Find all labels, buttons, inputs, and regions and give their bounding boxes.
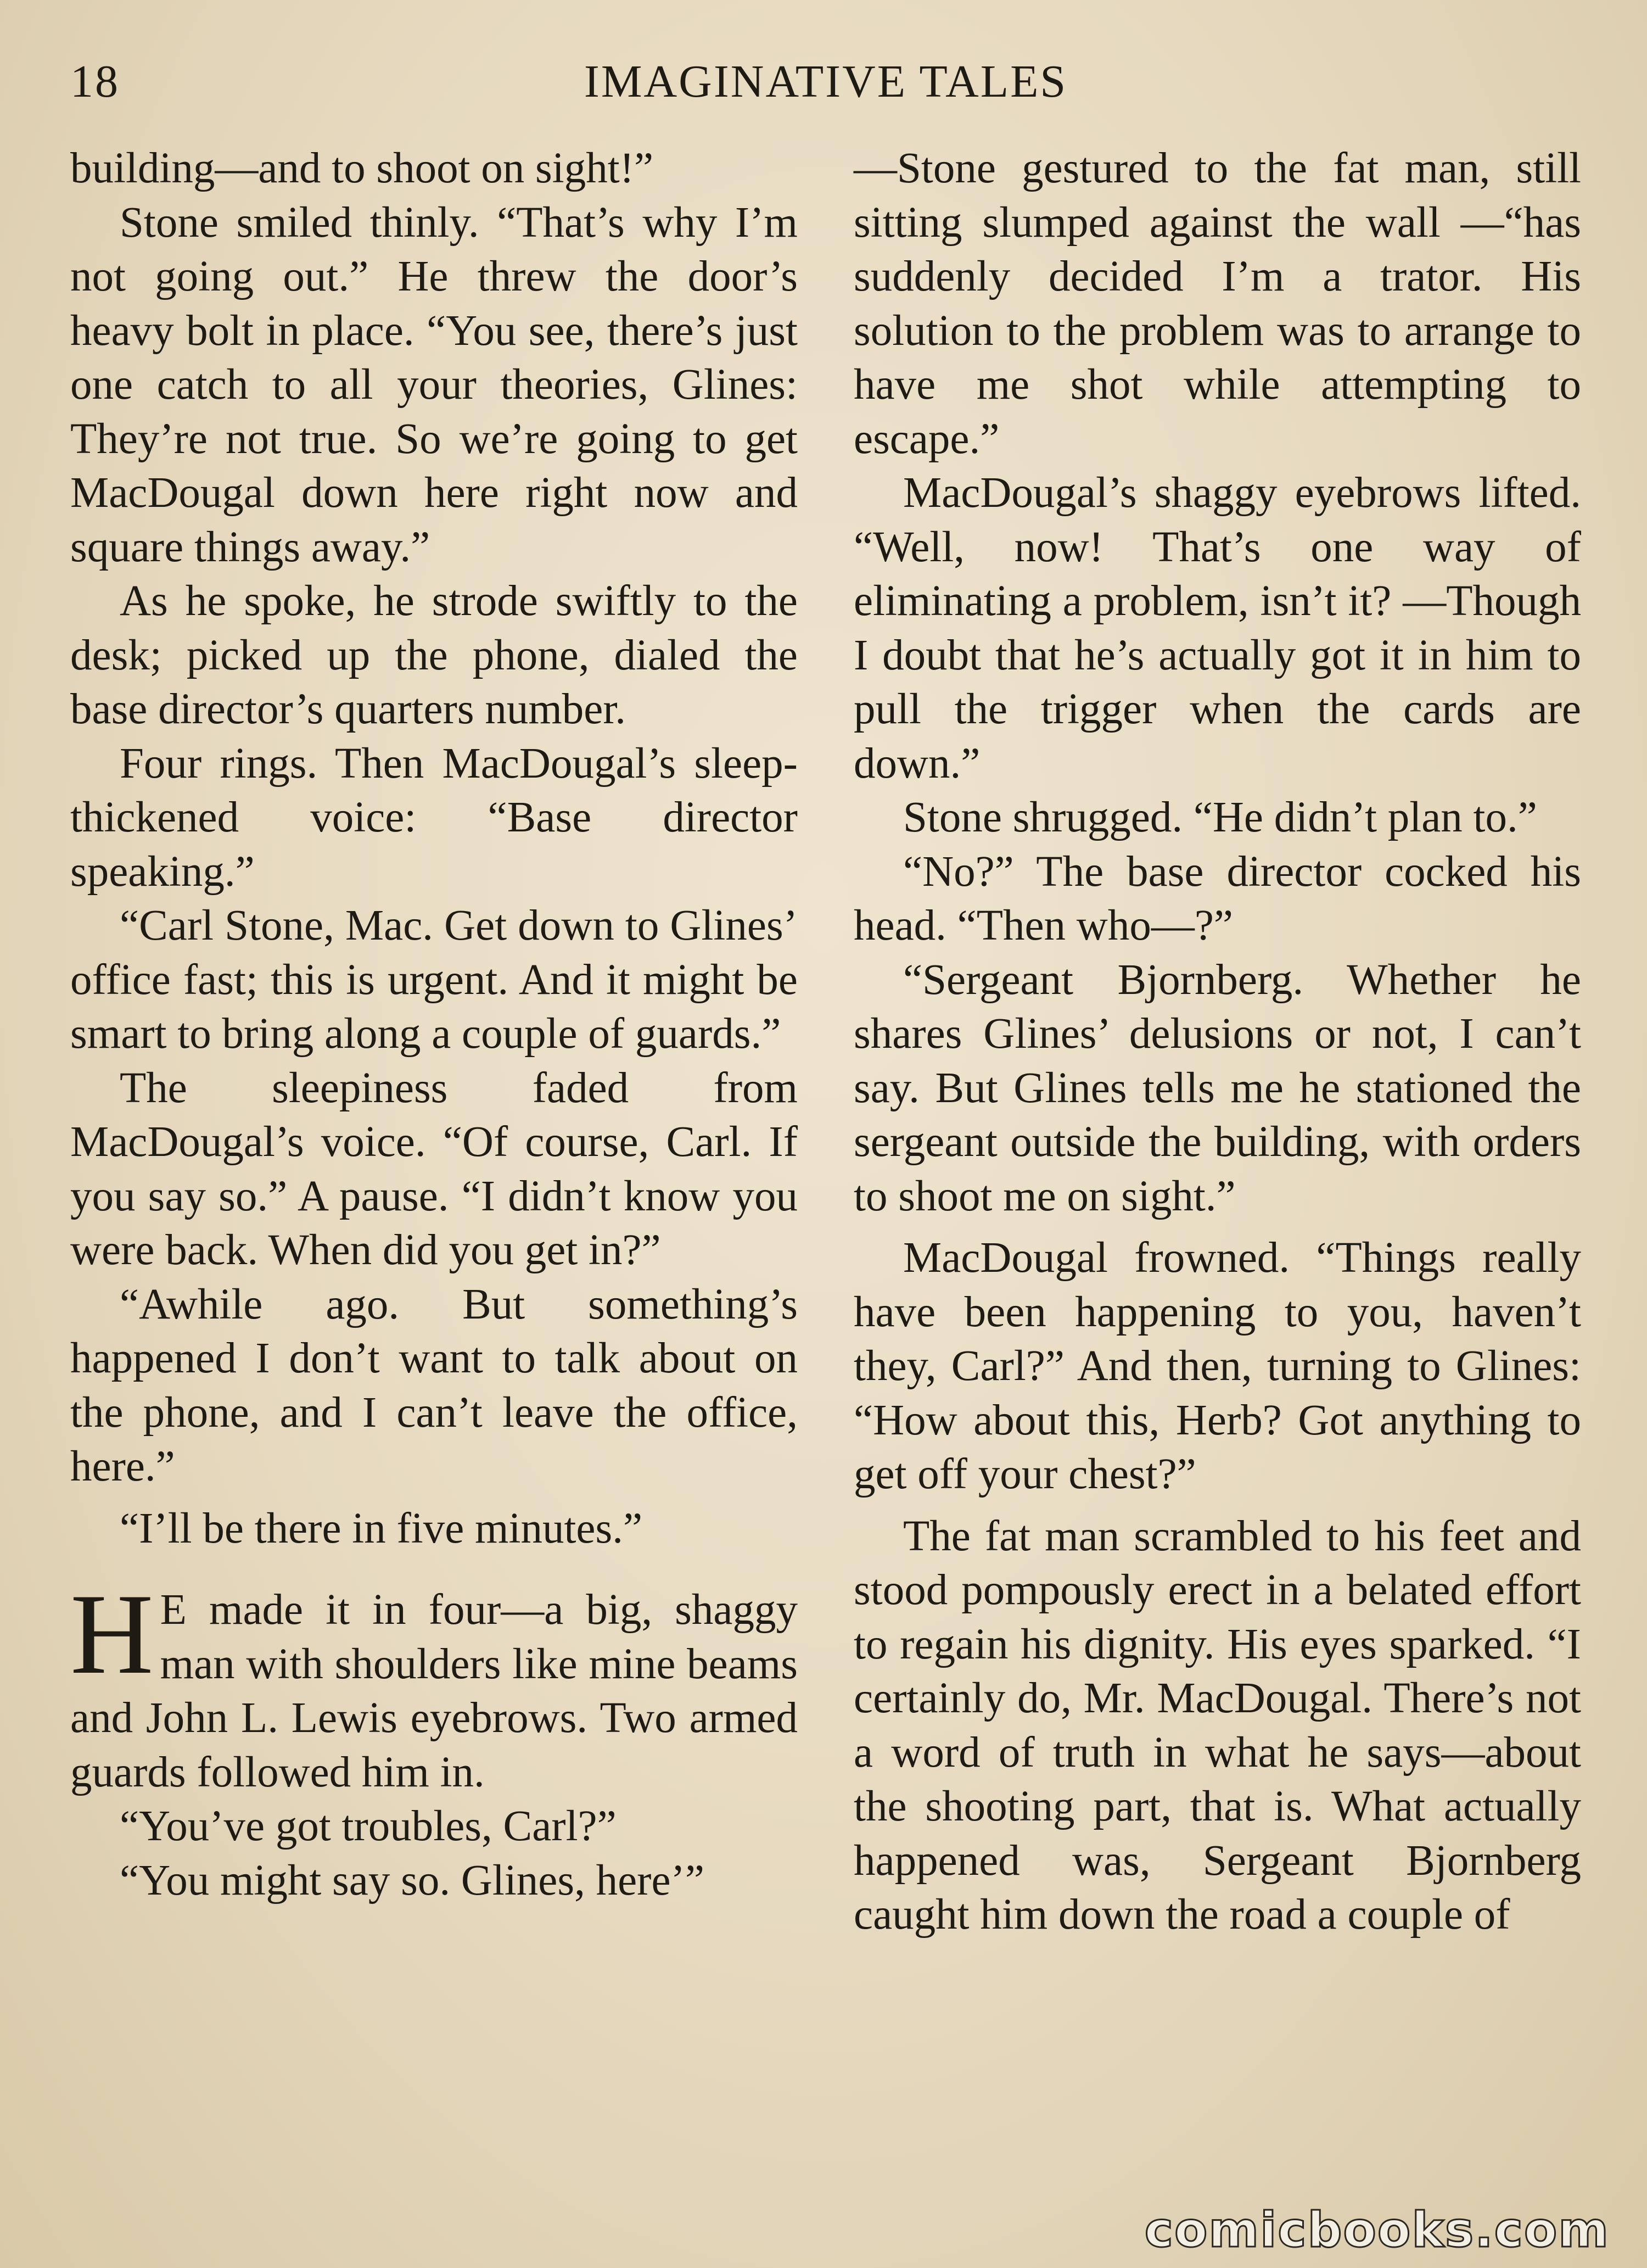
paragraph: building—and to shoot on sight!” — [70, 144, 654, 192]
paragraph: “You might say so. Glines, here’” — [120, 1856, 704, 1904]
page-header — [70, 55, 1581, 115]
paragraph: “Awhile ago. But something’s happened I don’t want to talk about on the phone, and I can’t leave the office, here.” — [70, 1280, 798, 1490]
paragraph: As he spoke, he strode swiftly to the desk; picked up the phone, dialed the base director’s quarters number. — [70, 577, 798, 733]
paragraph: “You’ve got troubles, Carl?” — [120, 1802, 617, 1850]
paragraph: “Carl Stone, Mac. Get down to Glines’ office fast; this is urgent. And it might be smart to bring along a couple of guards.” — [70, 902, 798, 1058]
running-title: IMAGINATIVE TALES — [584, 56, 1068, 107]
paragraph: —Stone gestured to the fat man, still sitting slumped against the wall —“has suddenly decided I’m a trator. His solution to the problem was to arrange to have me shot while attempting to escape.” — [854, 144, 1581, 463]
paragraph-text: E made it in four—a big, shaggy man with shoulders like mine beams and John L. Lewis eyebrows. Two armed guards followed him in. — [70, 1586, 798, 1796]
paragraph: “I’ll be there in five minutes.” — [120, 1504, 643, 1552]
paragraph: “Sergeant Bjornberg. Whether he shares Glines’ delusions or not, I can’t say. But Glines tells me he stationed the sergeant outside the building, with orders to shoot me on sight.” — [854, 956, 1581, 1220]
drop-cap: H — [70, 1571, 154, 1698]
watermark-logo: comicbooks.com — [1144, 2202, 1610, 2258]
paragraph: MacDougal frowned. “Things really have been happening to you, haven’t they, Carl?” And then, turning to Glines: “How about this, Herb? Got anything to get off your chest?” — [854, 1234, 1581, 1498]
paragraph: MacDougal’s shaggy eyebrows lifted. “Well, now! That’s one way of eliminating a problem, isn’t it? —Though I doubt that he’s actually got it in him to pull the trigger when the cards are down.” — [854, 469, 1581, 787]
left-column — [70, 142, 798, 1908]
dropcap-paragraph — [70, 1571, 798, 1800]
paragraph: “No?” The base director cocked his head. “Then who—?” — [854, 847, 1581, 949]
paragraph: Stone shrugged. “He didn’t plan to.” — [903, 794, 1537, 841]
paragraph: The fat man scrambled to his feet and stood pompously erect in a belated effort to regain his dignity. His eyes sparked. “I certainly do, Mr. MacDougal. There’s not a word of truth in what he says—about the shooting part, that is. What actually happened was, Sergeant Bjornberg caught him down the road a couple of — [854, 1512, 1581, 1939]
page-number: 18 — [70, 56, 120, 107]
paragraph: Four rings. Then MacDougal’s sleep-thickened voice: “Base director speaking.” — [70, 739, 798, 896]
right-column — [854, 142, 1581, 1942]
paragraph: The sleepiness faded from MacDougal’s voice. “Of course, Carl. If you say so.” A pause. “I didn’t know you were back. When did you get in?” — [70, 1064, 798, 1274]
paragraph: Stone smiled thinly. “That’s why I’m not going out.” He threw the door’s heavy bolt in place. “You see, there’s just one catch to all your theories, Glines: They’re not true. So we’re going to get MacDougal down here right now and square things away.” — [70, 198, 798, 571]
